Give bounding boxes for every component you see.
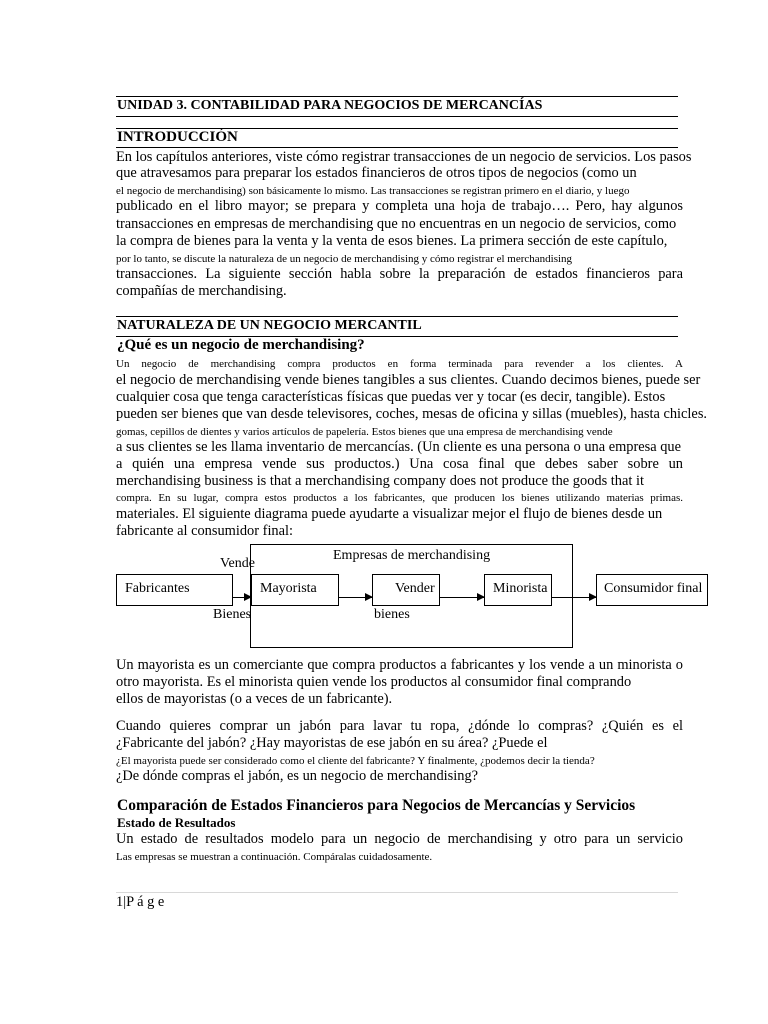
nature-line: gomas, cepillos de dientes y varios artículos de papelería. Estos bienes que una empresa de merchandising vende: [116, 426, 613, 438]
wholesaler-line: otro mayorista. Es el minorista quien vende los productos al consumidor final comprando: [116, 674, 632, 690]
flow-arrow: [552, 597, 596, 598]
intro-line: En los capítulos anteriores, viste cómo registrar transacciones de un negocio de servicios. Los pasos: [116, 149, 692, 165]
nature-line: el negocio de merchandising vende bienes tangibles a sus clientes. Cuando decimos bienes, puede ser: [116, 372, 701, 388]
nature-subheading: ¿Qué es un negocio de merchandising?: [117, 337, 365, 353]
rule: [116, 316, 678, 317]
soap-line: ¿Fabricante del jabón? ¿Hay mayoristas de ese jabón en su área? ¿Puede el: [116, 735, 548, 751]
comparison-subheading: Estado de Resultados: [117, 815, 236, 830]
node-label: Vender: [395, 581, 435, 596]
nature-line: pueden ser bienes que van desde televisores, coches, mesas de oficina y sillas (muebles), hasta chicles.: [116, 406, 708, 422]
flow-arrow: [339, 597, 372, 598]
soap-line: ¿De dónde compras el jabón, es un negocio de merchandising?: [116, 768, 479, 784]
group-label: Empresas de merchandising: [333, 548, 491, 563]
intro-line: publicado en el libro mayor; se prepara y completa una hoja de trabajo…. Pero, hay algunos: [116, 198, 683, 214]
comparison-heading: Comparación de Estados Financieros para Negocios de Mercancías y Servicios: [117, 797, 636, 814]
goods-label-left: Bienes: [213, 607, 252, 622]
nature-line: a sus clientes se les llama inventario de mercancías. (Un cliente es una persona o una empresa que: [116, 439, 682, 455]
node-label: Minorista: [493, 581, 548, 596]
wholesaler-line: ellos de mayoristas (o a veces de un fabricante).: [116, 691, 393, 707]
intro-line: transacciones. La siguiente sección habla sobre la preparación de estados financieros para: [116, 266, 683, 282]
nature-line: cualquier cosa que tenga características físicas que puedas ver y tocar (es decir, tangible). Estos: [116, 389, 666, 405]
soap-line: Cuando quieres comprar un jabón para lavar tu ropa, ¿dónde lo compras? ¿Quién es el: [116, 718, 683, 734]
intro-line: la compra de bienes para la venta y la venta de esos bienes. La primera sección de este capítulo,: [116, 233, 668, 249]
flow-arrow: [233, 597, 251, 598]
rule: [116, 116, 678, 117]
node-label: Consumidor final: [604, 581, 703, 596]
soap-line: ¿El mayorista puede ser considerado como el cliente del fabricante? Y finalmente, ¿podemos decir la tienda?: [116, 755, 595, 767]
nature-line: materiales. El siguiente diagrama puede ayudarte a visualizar mejor el flujo de bienes desde un: [116, 506, 663, 522]
nature-line: a quién una empresa vende sus productos.) Una cosa final que debes saber sobre un: [116, 456, 683, 472]
unit-title: UNIDAD 3. CONTABILIDAD PARA NEGOCIOS DE MERCANCÍAS: [117, 98, 543, 113]
footer-rule: [116, 892, 678, 893]
nature-line: compra. En su lugar, compra estos productos a los fabricantes, que producen los bienes utilizando materias primas.: [116, 492, 683, 504]
goods-label-right: bienes: [374, 607, 410, 622]
rule: [116, 96, 678, 97]
node-label: Mayorista: [260, 581, 317, 596]
comparison-line: Un estado de resultados modelo para un negocio de merchandising y otro para un servicio: [116, 831, 683, 847]
node-label: Fabricantes: [125, 581, 190, 596]
nature-line: merchandising business is that a merchandising company does not produce the goods that it: [116, 473, 644, 489]
wholesaler-line: Un mayorista es un comerciante que compra productos a fabricantes y los vende a un minorista o: [116, 657, 683, 673]
sells-label: Vende: [220, 556, 255, 571]
flow-arrow: [440, 597, 484, 598]
comparison-line: Las empresas se muestran a continuación. Compáralas cuidadosamente.: [116, 851, 433, 863]
nature-heading: NATURALEZA DE UN NEGOCIO MERCANTIL: [117, 318, 422, 333]
intro-line: el negocio de merchandising) son básicamente lo mismo. Las transacciones se registran primero en el diario, y luego: [116, 185, 630, 197]
nature-line: fabricante al consumidor final:: [116, 523, 294, 539]
intro-line: que atravesamos para preparar los estados financieros de otros tipos de negocios (como un: [116, 165, 637, 181]
intro-line: por lo tanto, se discute la naturaleza de un negocio de merchandising y cómo registrar el merchandising: [116, 253, 573, 265]
nature-line: Un negocio de merchandising compra productos en forma terminada para revender a los clientes. A: [116, 358, 683, 370]
rule: [116, 147, 678, 148]
intro-line: compañías de merchandising.: [116, 283, 287, 299]
intro-heading: INTRODUCCIÓN: [117, 129, 238, 145]
page-number: 1|P á g e: [116, 894, 165, 910]
intro-line: transacciones en empresas de merchandising que no encuentras en un negocio de servicios, como: [116, 216, 677, 232]
